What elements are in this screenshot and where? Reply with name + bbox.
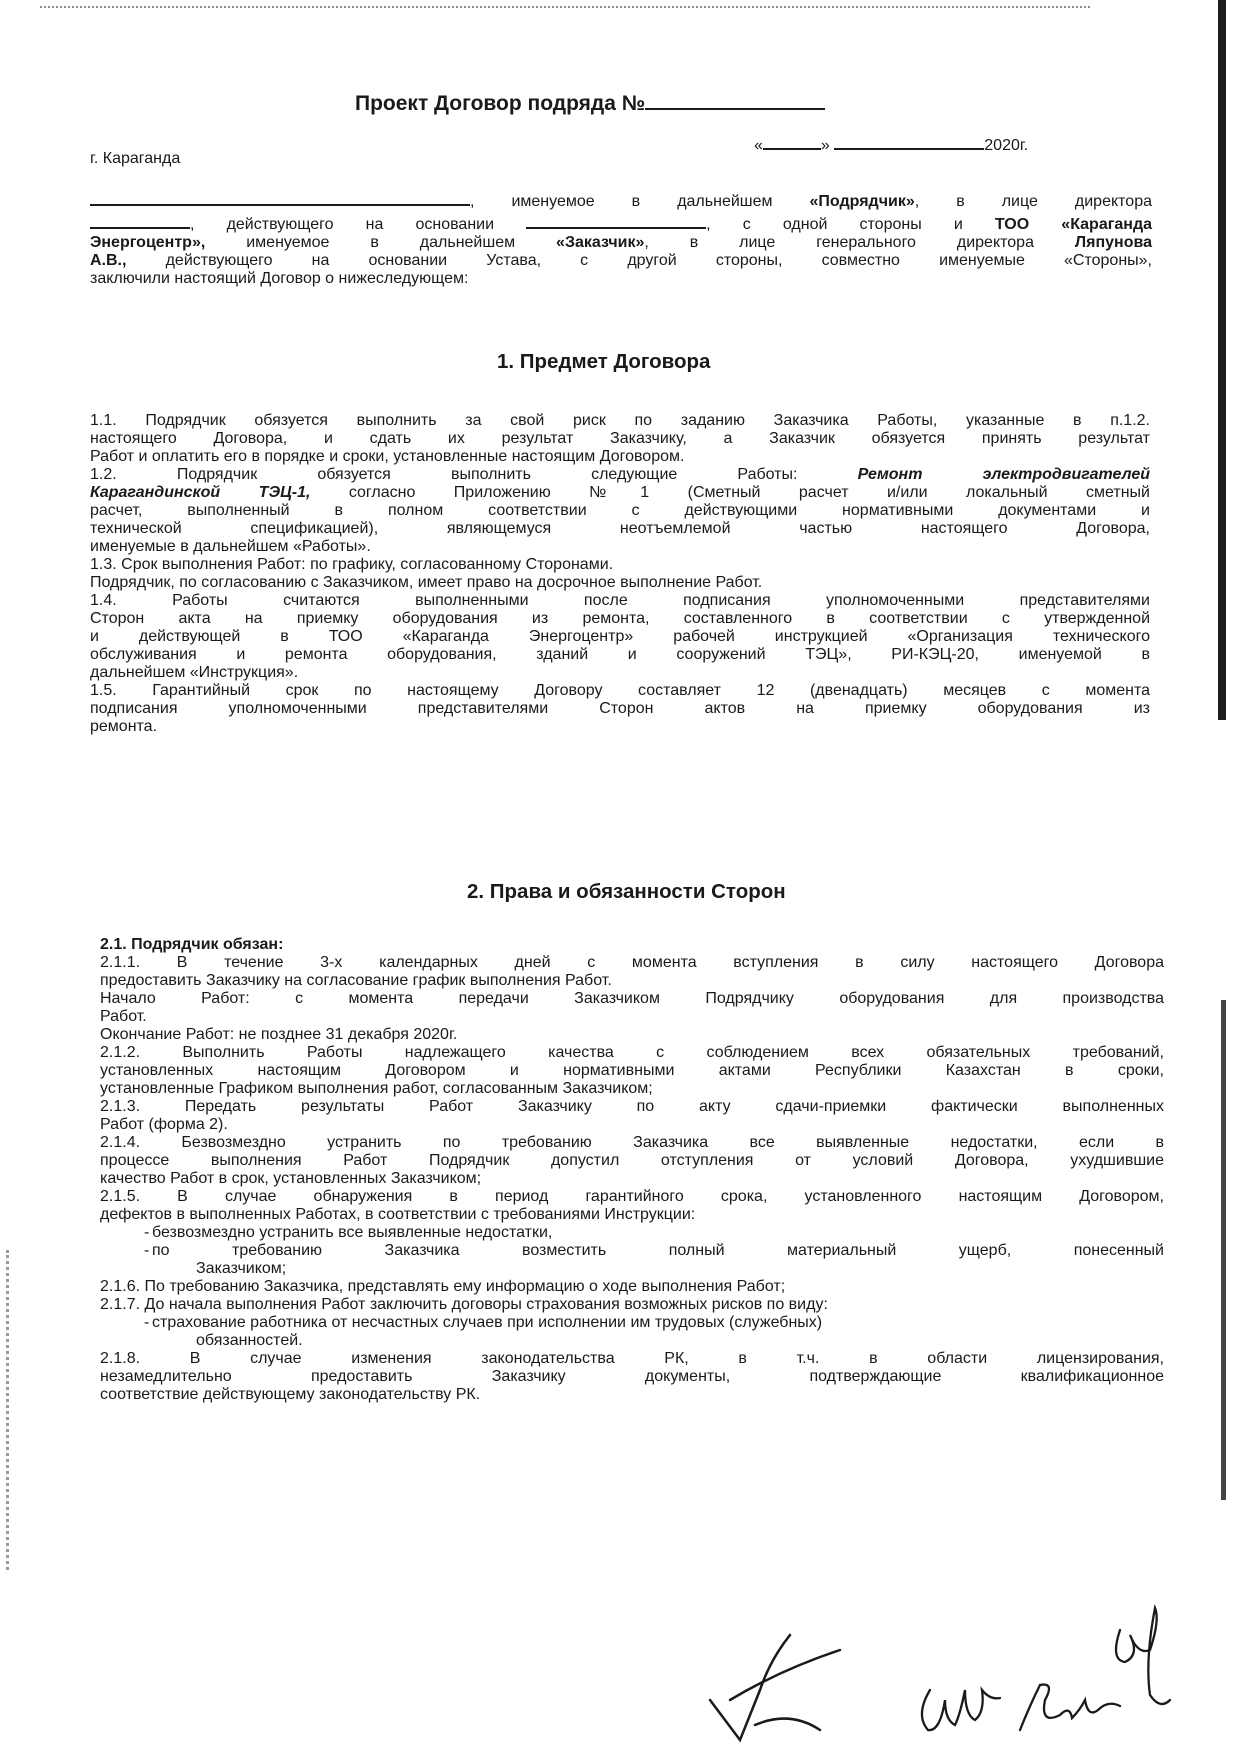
contract-city: г. Караганда [90, 150, 181, 167]
scan-edge-right-lower [1221, 1000, 1226, 1500]
signature-1 [700, 1630, 880, 1750]
document-title: Проект Договор подряда № [355, 92, 825, 116]
contract-date: « » 2020г. [754, 132, 1028, 155]
scan-edge-left [6, 1250, 12, 1570]
scan-edge-top [40, 6, 1090, 10]
signature-3 [1010, 1600, 1180, 1750]
list-item: - безвозмездно устранить все выявленные недостатки, [144, 1224, 553, 1241]
section-2-heading: 2. Права и обязанности Сторон [467, 880, 786, 903]
signature-2 [910, 1620, 1010, 1740]
list-item: - по требованию Заказчика возместить полный материальный ущерб, понесенный [144, 1242, 1164, 1259]
scan-edge-right [1218, 0, 1226, 720]
section-1-heading: 1. Предмет Договора [497, 350, 711, 373]
preamble: , именуемое в дальнейшем «Подрядчик», в лице директора , действующего на основании , с одной стороны и ТОО «Караганда Энергоцентр», именуемое в дальнейшем «Заказчик», в лице генерального директора Ляпунова А.В., действующего на основании Устава, с другой стороны, совместно именуемые «Стороны», заключили настоящий Договор о нижеследующем: [90, 188, 1152, 288]
section-2-body: 2.1. Подрядчик обязан: 2.1.1. В течение 3-х календарных дней с момента вступления в силу настоящего Договора предоставить Заказчику на согласование график выполнения Работ. Начало Работ: с момента передачи Заказчиком Подрядчику оборудования для производства Работ. Окончание Работ: не позднее 31 декабря 2020г. 2.1.2. Выполнить Работы надлежащего качества с соблюдением всех обязательных требований, установленных настоящим Договором и нормативными актами Республики Казахстан в сроки, установленные Графиком выполнения работ, согласованным Заказчиком; 2.1.3. Передать результаты Работ Заказчику по акту сдачи-приемки фактически выполненных Работ (форма 2). 2.1.4. Безвозмездно устранить по требованию Заказчика все выявленные недостатки, если в процессе выполнения Работ Подрядчик допустил отступления от условий Договора, ухудшившие качество Работ в срок, установленных Заказчиком; 2.1.5. В случае обнаружения в период гарантийного срока, установленного настоящим Договором, дефектов в выполненных Работах, в соответствии с требованиями Инструкции: - безвозмездно устранить все выявленные недостатки, - по требованию Заказчика возместить полный материальный ущерб, понесенный Заказчиком; 2.1.6. По требованию Заказчика, представлять ему информацию о ходе выполнения Работ; 2.1.7. До начала выполнения Работ заключить договоры страхования возможных рисков по виду: - страхование работника от несчастных случаев при исполнении им трудовых (служебных) обязанностей. 2.1.8. В случае изменения законодательства РК, в т.ч. в области лицензирования, незамедлительно предоставить Заказчику документы, подтверждающие квалификационное соответствие действующему законодательству РК. [100, 936, 1164, 1403]
contract-number-blank [645, 92, 825, 110]
section-1-body: 1.1. Подрядчик обязуется выполнить за свой риск по заданию Заказчика Работы, указанные в п.1.2. настоящего Договора, и сдать их результат Заказчику, а Заказчик обязуется принять результат Работ и оплатить его в порядке и сроки, установленные настоящим Договором. 1.2. Подрядчик обязуется выполнить следующие Работы: Ремонт электродвигателей Карагандинской ТЭЦ-1, согласно Приложению №1 (Сметный расчет и/или локальный сметный расчет, выполненный в полном соответствии с действующими нормативными документами и технической спецификацией), являющемуся неотъемлемой частью настоящего Договора, именуемые в дальнейшем «Работы». 1.3. Срок выполнения Работ: по графику, согласованному Сторонами. Подрядчик, по согласованию с Заказчиком, имеет право на досрочное выполнение Работ. 1.4. Работы считаются выполненными после подписания уполномоченными представителями Сторон акта на приемку оборудования из ремонта, составленного в соответствии с утвержденной и действующей в ТОО «Караганда Энергоцентр» рабочей инструкцией «Организация технического обслуживания и ремонта оборудования, зданий и сооружений ТЭЦ», РИ-КЭЦ-20, именуемой в дальнейшем «Инструкция». 1.5. Гарантийный срок по настоящему Договору составляет 12 (двенадцать) месяцев с момента подписания уполномоченными представителями Сторон актов на приемку оборудования из ремонта. [90, 412, 1150, 735]
list-item: - страхование работника от несчастных случаев при исполнении им трудовых (служебных) [144, 1314, 823, 1331]
